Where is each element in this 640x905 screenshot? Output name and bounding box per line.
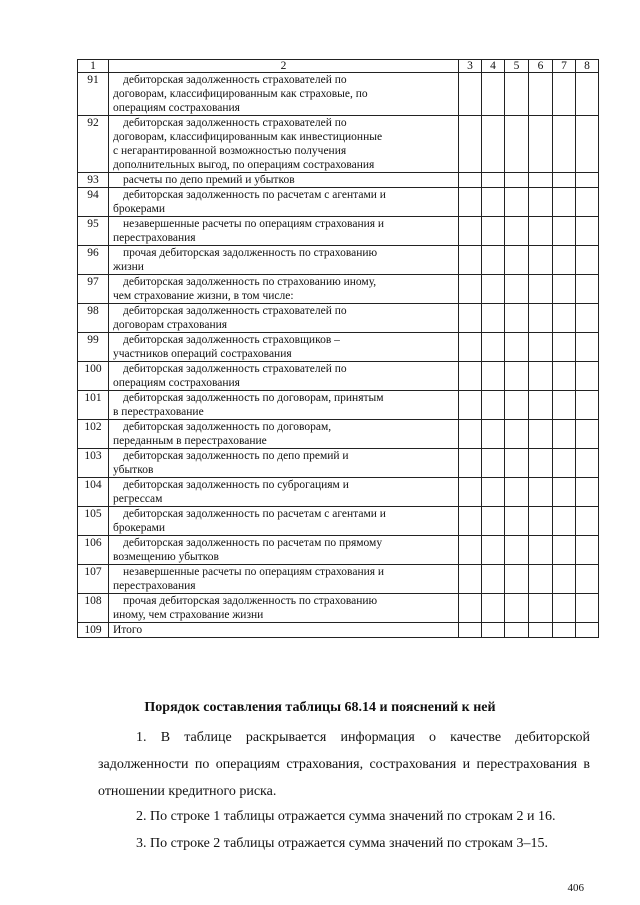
empty-cell-col-5: [505, 623, 529, 638]
description-line: [113, 536, 455, 550]
column-header-8: 8: [576, 60, 599, 73]
empty-cell-col-4: [482, 478, 505, 507]
empty-cell-col-7: [553, 594, 576, 623]
empty-cell-col-4: [482, 594, 505, 623]
empty-cell-col-6: [529, 623, 553, 638]
table-row: [78, 173, 599, 188]
description-line: [113, 347, 455, 361]
row-number: 95: [78, 217, 109, 246]
empty-cell-col-8: [576, 217, 599, 246]
table-row: [78, 73, 599, 116]
empty-cell-col-7: [553, 217, 576, 246]
description-line: [113, 275, 455, 289]
line-text: незавершенные расчеты по операциям страхования и: [123, 566, 385, 578]
empty-cell-col-6: [529, 333, 553, 362]
empty-cell-col-7: [553, 73, 576, 116]
description-line: [113, 217, 455, 231]
description-line: [113, 116, 455, 130]
empty-cell-col-5: [505, 420, 529, 449]
row-number: 98: [78, 304, 109, 333]
empty-cell-col-7: [553, 362, 576, 391]
empty-cell-col-7: [553, 623, 576, 638]
table-header-row: [78, 60, 599, 73]
line-text: в перестрахование: [113, 406, 204, 418]
row-number: 106: [78, 536, 109, 565]
line-text: дополнительных выгод, по операциям сострахования: [113, 159, 375, 171]
line-text: операциям сострахования: [113, 377, 240, 389]
empty-cell-col-6: [529, 73, 553, 116]
empty-cell-col-3: [459, 188, 482, 217]
table-row: [78, 565, 599, 594]
description-line: [113, 158, 455, 172]
line-text: переданным в перестрахование: [113, 435, 267, 447]
empty-cell-col-5: [505, 507, 529, 536]
empty-cell-col-5: [505, 73, 529, 116]
row-number: 105: [78, 507, 109, 536]
line-text: дебиторская задолженность по суброгациям и: [123, 479, 349, 491]
column-header-3: 3: [459, 60, 482, 73]
row-number: 108: [78, 594, 109, 623]
empty-cell-col-8: [576, 333, 599, 362]
empty-cell-col-8: [576, 507, 599, 536]
line-text: дебиторская задолженность по договорам,: [123, 421, 332, 433]
row-number: 91: [78, 73, 109, 116]
row-number: 104: [78, 478, 109, 507]
line-text: дебиторская задолженность страховщиков –: [123, 334, 340, 346]
empty-cell-col-8: [576, 391, 599, 420]
empty-cell-col-3: [459, 507, 482, 536]
empty-cell-col-6: [529, 188, 553, 217]
empty-cell-col-8: [576, 116, 599, 173]
row-number: 101: [78, 391, 109, 420]
description-line: [113, 130, 455, 144]
empty-cell-col-7: [553, 246, 576, 275]
empty-cell-col-8: [576, 73, 599, 116]
line-text: прочая дебиторская задолженность по страхованию: [123, 595, 378, 607]
line-text: дебиторская задолженность по расчетам с агентами и: [123, 508, 386, 520]
empty-cell-col-8: [576, 173, 599, 188]
row-description: [109, 594, 459, 623]
line-text: договорам страхования: [113, 319, 228, 331]
row-number: 100: [78, 362, 109, 391]
column-header-5: 5: [505, 60, 529, 73]
line-text: операциям сострахования: [113, 102, 240, 114]
empty-cell-col-4: [482, 565, 505, 594]
line-text: участников операций сострахования: [113, 348, 292, 360]
row-number: 109: [78, 623, 109, 638]
row-number: 93: [78, 173, 109, 188]
empty-cell-col-3: [459, 594, 482, 623]
empty-cell-col-8: [576, 565, 599, 594]
description-line: [113, 73, 455, 87]
description-line: [113, 608, 455, 622]
line-text: иному, чем страхование жизни: [113, 609, 264, 621]
table-row: [78, 623, 599, 638]
empty-cell-col-6: [529, 217, 553, 246]
empty-cell-col-5: [505, 536, 529, 565]
empty-cell-col-3: [459, 623, 482, 638]
empty-cell-col-3: [459, 333, 482, 362]
line-text: дебиторская задолженность страхователей по: [123, 117, 347, 129]
empty-cell-col-3: [459, 217, 482, 246]
description-line: [113, 318, 455, 332]
row-description: [109, 507, 459, 536]
line-text: договорам, классифицированным как инвестиционные: [113, 131, 383, 143]
row-number: 102: [78, 420, 109, 449]
empty-cell-col-5: [505, 217, 529, 246]
row-description: [109, 246, 459, 275]
line-text: чем страхование жизни, в том числе:: [113, 290, 294, 302]
description-line: [113, 144, 455, 158]
row-number: 97: [78, 275, 109, 304]
empty-cell-col-5: [505, 173, 529, 188]
empty-cell-col-4: [482, 73, 505, 116]
table-row: [78, 507, 599, 536]
empty-cell-col-4: [482, 536, 505, 565]
description-line: [113, 333, 455, 347]
empty-cell-col-4: [482, 623, 505, 638]
empty-cell-col-4: [482, 116, 505, 173]
column-header-2: 2: [109, 60, 459, 73]
table-row: [78, 391, 599, 420]
row-description: [109, 116, 459, 173]
empty-cell-col-8: [576, 362, 599, 391]
empty-cell-col-4: [482, 333, 505, 362]
description-line: [113, 87, 455, 101]
empty-cell-col-7: [553, 420, 576, 449]
empty-cell-col-6: [529, 304, 553, 333]
paragraph-2: 2. По строке 1 таблицы отражается сумма значений по строкам 2 и 16.: [136, 809, 556, 824]
empty-cell-col-7: [553, 391, 576, 420]
empty-cell-col-3: [459, 449, 482, 478]
description-line: [113, 188, 455, 202]
line-text: прочая дебиторская задолженность по страхованию: [123, 247, 378, 259]
empty-cell-col-4: [482, 449, 505, 478]
line-text: перестрахования: [113, 232, 196, 244]
empty-cell-col-8: [576, 536, 599, 565]
page-number: 406: [567, 882, 584, 894]
empty-cell-col-3: [459, 246, 482, 275]
empty-cell-col-6: [529, 391, 553, 420]
line-text: договорам, классифицированным как страховые, по: [113, 88, 368, 100]
line-text: регрессам: [113, 493, 163, 505]
empty-cell-col-7: [553, 449, 576, 478]
row-description: [109, 391, 459, 420]
empty-cell-col-8: [576, 623, 599, 638]
empty-cell-col-3: [459, 173, 482, 188]
empty-cell-col-8: [576, 188, 599, 217]
empty-cell-col-6: [529, 449, 553, 478]
empty-cell-col-7: [553, 536, 576, 565]
row-description: [109, 173, 459, 188]
empty-cell-col-3: [459, 275, 482, 304]
empty-cell-col-6: [529, 565, 553, 594]
table-row: [78, 275, 599, 304]
empty-cell-col-6: [529, 246, 553, 275]
table-row: [78, 333, 599, 362]
section-heading: Порядок составления таблицы 68.14 и пояснений к ней: [144, 700, 496, 715]
row-description: [109, 420, 459, 449]
empty-cell-col-6: [529, 116, 553, 173]
row-number: 107: [78, 565, 109, 594]
empty-cell-col-5: [505, 188, 529, 217]
row-number: 96: [78, 246, 109, 275]
description-line: [113, 289, 455, 303]
description-line: [113, 463, 455, 477]
column-header-7: 7: [553, 60, 576, 73]
description-line: [113, 565, 455, 579]
description-line: [113, 202, 455, 216]
row-description: [109, 333, 459, 362]
empty-cell-col-5: [505, 594, 529, 623]
row-description: [109, 362, 459, 391]
empty-cell-col-6: [529, 594, 553, 623]
empty-cell-col-4: [482, 275, 505, 304]
line-text: дебиторская задолженность по договорам, принятым: [123, 392, 384, 404]
empty-cell-col-5: [505, 116, 529, 173]
empty-cell-col-7: [553, 507, 576, 536]
line-text: жизни: [113, 261, 144, 273]
line-text: брокерами: [113, 203, 166, 215]
line-text: дебиторская задолженность страхователей по: [123, 74, 347, 86]
description-line: [113, 449, 455, 463]
column-header-1: 1: [78, 60, 109, 73]
line-text: возмещению убытков: [113, 551, 219, 563]
empty-cell-col-5: [505, 565, 529, 594]
description-line: [113, 231, 455, 245]
description-line: [113, 101, 455, 115]
row-description: [109, 623, 459, 638]
empty-cell-col-5: [505, 478, 529, 507]
description-line: [113, 376, 455, 390]
line-text: убытков: [113, 464, 154, 476]
line-text: дебиторская задолженность страхователей по: [123, 363, 347, 375]
table-row: [78, 188, 599, 217]
empty-cell-col-4: [482, 362, 505, 391]
paragraph-3: 3. По строке 2 таблицы отражается сумма значений по строкам 3–15.: [136, 836, 549, 851]
empty-cell-col-4: [482, 188, 505, 217]
empty-cell-col-4: [482, 507, 505, 536]
empty-cell-col-8: [576, 246, 599, 275]
line-text: дебиторская задолженность по расчетам с агентами и: [123, 189, 386, 201]
empty-cell-col-3: [459, 478, 482, 507]
row-description: [109, 188, 459, 217]
empty-cell-col-8: [576, 304, 599, 333]
empty-cell-col-6: [529, 420, 553, 449]
empty-cell-col-5: [505, 246, 529, 275]
description-line: [113, 594, 455, 608]
column-header-4: 4: [482, 60, 505, 73]
description-line: [113, 521, 455, 535]
empty-cell-col-8: [576, 275, 599, 304]
line-text: незавершенные расчеты по операциям страхования и: [123, 218, 385, 230]
empty-cell-col-7: [553, 275, 576, 304]
row-number: 99: [78, 333, 109, 362]
description-line: [113, 173, 455, 187]
line-text: дебиторская задолженность страхователей по: [123, 305, 347, 317]
empty-cell-col-7: [553, 478, 576, 507]
description-line: [113, 304, 455, 318]
table-row: [78, 478, 599, 507]
table-row: [78, 304, 599, 333]
column-header-6: 6: [529, 60, 553, 73]
row-description: [109, 565, 459, 594]
description-line: [113, 492, 455, 506]
empty-cell-col-8: [576, 449, 599, 478]
row-description: [109, 304, 459, 333]
empty-cell-col-6: [529, 478, 553, 507]
empty-cell-col-5: [505, 362, 529, 391]
empty-cell-col-3: [459, 116, 482, 173]
line-text: брокерами: [113, 522, 166, 534]
line-text: дебиторская задолженность по страхованию иному,: [123, 276, 377, 288]
empty-cell-col-3: [459, 565, 482, 594]
line-text: дебиторская задолженность по депо премий и: [123, 450, 349, 462]
empty-cell-col-7: [553, 304, 576, 333]
empty-cell-col-8: [576, 478, 599, 507]
line-text: дебиторская задолженность по расчетам по прямому: [123, 537, 383, 549]
empty-cell-col-7: [553, 333, 576, 362]
description-line: [113, 623, 455, 637]
row-description: [109, 478, 459, 507]
empty-cell-col-6: [529, 362, 553, 391]
empty-cell-col-6: [529, 173, 553, 188]
line-text: перестрахования: [113, 580, 196, 592]
row-description: [109, 217, 459, 246]
description-line: [113, 579, 455, 593]
description-line: [113, 405, 455, 419]
description-line: [113, 246, 455, 260]
table-row: [78, 246, 599, 275]
table-row: [78, 536, 599, 565]
description-line: [113, 550, 455, 564]
empty-cell-col-4: [482, 246, 505, 275]
row-description: [109, 73, 459, 116]
empty-cell-col-6: [529, 275, 553, 304]
data-table: [77, 59, 599, 638]
empty-cell-col-5: [505, 304, 529, 333]
row-description: [109, 536, 459, 565]
empty-cell-col-6: [529, 507, 553, 536]
table-row: [78, 420, 599, 449]
description-line: [113, 391, 455, 405]
row-number: 94: [78, 188, 109, 217]
description-line: [113, 507, 455, 521]
table-row: [78, 449, 599, 478]
empty-cell-col-4: [482, 217, 505, 246]
empty-cell-col-4: [482, 420, 505, 449]
table-row: [78, 594, 599, 623]
empty-cell-col-3: [459, 391, 482, 420]
empty-cell-col-6: [529, 536, 553, 565]
empty-cell-col-5: [505, 391, 529, 420]
empty-cell-col-7: [553, 188, 576, 217]
description-line: [113, 362, 455, 376]
empty-cell-col-3: [459, 536, 482, 565]
empty-cell-col-3: [459, 362, 482, 391]
empty-cell-col-5: [505, 275, 529, 304]
empty-cell-col-3: [459, 420, 482, 449]
description-line: [113, 434, 455, 448]
row-number: 103: [78, 449, 109, 478]
empty-cell-col-8: [576, 594, 599, 623]
empty-cell-col-7: [553, 565, 576, 594]
row-number: 92: [78, 116, 109, 173]
description-line: [113, 420, 455, 434]
description-line: [113, 478, 455, 492]
empty-cell-col-7: [553, 116, 576, 173]
empty-cell-col-4: [482, 304, 505, 333]
empty-cell-col-8: [576, 420, 599, 449]
paragraph-1: 1. В таблице раскрывается информация о качестве дебиторской задолженности по операциям страхования, сострахования и перестрахования в отношении кредитного риска.: [98, 730, 590, 799]
empty-cell-col-7: [553, 173, 576, 188]
description-line: [113, 260, 455, 274]
line-text: Итого: [113, 624, 143, 636]
line-text: расчеты по депо премий и убытков: [123, 174, 295, 186]
table-row: [78, 116, 599, 173]
empty-cell-col-4: [482, 173, 505, 188]
table-row: [78, 362, 599, 391]
empty-cell-col-4: [482, 391, 505, 420]
empty-cell-col-3: [459, 73, 482, 116]
empty-cell-col-5: [505, 449, 529, 478]
empty-cell-col-5: [505, 333, 529, 362]
empty-cell-col-3: [459, 304, 482, 333]
table-row: [78, 217, 599, 246]
line-text: с негарантированной возможностью получения: [113, 145, 347, 157]
row-description: [109, 449, 459, 478]
row-description: [109, 275, 459, 304]
